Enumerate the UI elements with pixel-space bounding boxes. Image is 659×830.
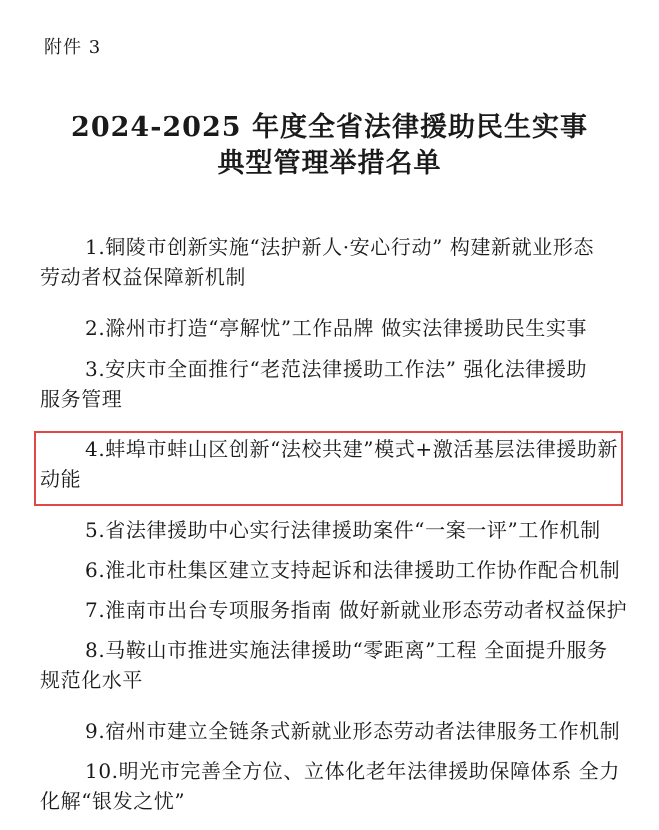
list-item-7 (40, 595, 630, 625)
list-item-text: 7.淮南市出台专项服务指南 做好新就业形态劳动者权益保护 (85, 598, 628, 622)
list-item-text-continued: 动能 (40, 467, 82, 491)
list-item-text: 5.省法律援助中心实行法律援助案件“一案一评”工作机制 (85, 518, 601, 542)
list-item-text: 4.蚌埠市蚌山区创新“法校共建”模式+激活基层法律援助新 (85, 437, 619, 461)
document-title-line-1: 2024-2025 年度全省法律援助民生实事 (71, 112, 588, 143)
list-item-text: 6.淮北市杜集区建立支持起诉和法律援助工作协作配合机制 (85, 558, 621, 582)
list-item-3 (40, 354, 630, 414)
list-item-2 (40, 313, 630, 343)
list-item-text-continued: 化解“银发之忧” (40, 789, 186, 813)
list-item-8 (40, 635, 630, 695)
list-item-text: 10.明光市完善全方位、立体化老年法律援助保障体系 全力 (85, 759, 620, 783)
list-item-text-continued: 服务管理 (40, 387, 123, 411)
list-item-1 (40, 232, 630, 292)
list-item-text: 2.滁州市打造“亭解忧”工作品牌 做实法律援助民生实事 (85, 316, 588, 340)
list-item-text: 1.铜陵市创新实施“法护新人·安心行动” 构建新就业形态 (85, 235, 595, 259)
list-item-text-continued: 劳动者权益保障新机制 (40, 265, 246, 289)
list-item-text-continued: 规范化水平 (40, 668, 143, 692)
list-item-5 (40, 515, 630, 545)
list-item-text: 9.宿州市建立全链条式新就业形态劳动者法律服务工作机制 (85, 719, 621, 743)
list-item-10 (40, 756, 630, 816)
highlight-box (34, 431, 623, 506)
attachment-label: 附件 3 (44, 37, 102, 58)
document-title-line-2: 典型管理举措名单 (217, 148, 442, 179)
list-item-text: 3.安庆市全面推行“老范法律援助工作法” 强化法律援助 (85, 357, 588, 381)
list-item-9 (40, 716, 630, 746)
list-item-text: 8.马鞍山市推进实施法律援助“零距离”工程 全面提升服务 (85, 638, 608, 662)
list-item-6 (40, 555, 630, 585)
